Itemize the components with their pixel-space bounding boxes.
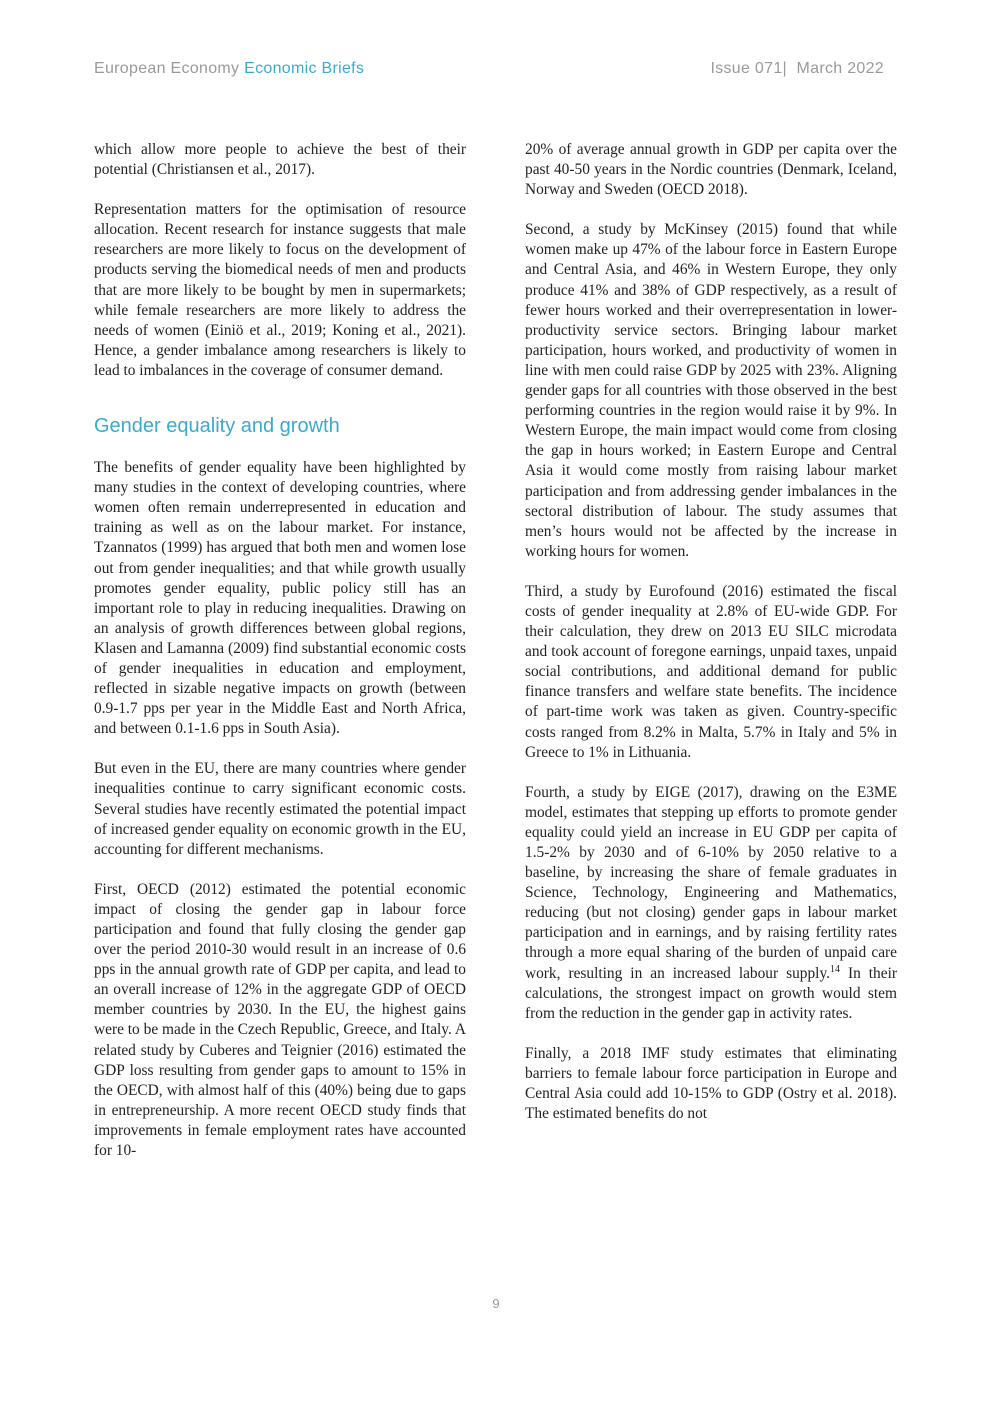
- paragraph: Finally, a 2018 IMF study estimates that eliminating barriers to female labour force participation in Europe and Central Asia could add 10-15% to GDP (Ostry et al. 2018). The estimated benefits do not: [525, 1044, 897, 1123]
- paragraph: Third, a study by Eurofound (2016) estimated the fiscal costs of gender inequality at 2.8% of EU-wide GDP. For their calculation, they drew on 2013 EU SILC microdata and took account of foregone earnings, unpaid taxes, unpaid social contributions, and additional demand for public finance transfers and welfare state benefits. The incidence of part-time work was taken as given. Country-specific costs ranged from 8.2% in Malta, 5.7% in Italy and 5% in Greece to 1% in Lithuania.: [525, 582, 897, 761]
- paragraph-text: Fourth, a study by EIGE (2017), drawing on the E3ME model, estimates that stepping up efforts to promote gender equality could yield an increase in EU GDP per capita of 1.5-2% by 2030 and of 6-10% by 2050 relative to a baseline, by increasing the share of female graduates in Science, Technology, Engineering and Mathematics, reducing (but not closing) gender gaps in labour market participation and in earnings, and by raising fertility rates through a more equal sharing of the burden of unpaid care work, resulting in an increased labour supply.: [525, 783, 897, 982]
- paragraph: The benefits of gender equality have been highlighted by many studies in the context of developing countries, where women often remain underrepresented in education and training as well as on the labour market. For instance, Tzannatos (1999) has argued that both men and women lose out from gender inequalities; and that while growth usually promotes gender equality, public policy still has an important role to play in reducing inequalities. Drawing on an analysis of growth differences between global regions, Klasen and Lamanna (2009) find substantial economic costs of gender inequalities in education and employment, reflected in sizable negative impacts on growth (between 0.9-1.7 pps per year in the Middle East and North Africa, and between 0.1-1.6 pps in South Asia).: [94, 459, 466, 738]
- issue-number: Issue 071: [710, 60, 783, 77]
- paragraph: [525, 783, 897, 1024]
- paragraph: 20% of average annual growth in GDP per capita over the past 40-50 years in the Nordic countries (Denmark, Iceland, Norway and Sweden (OECD 2018).: [525, 141, 897, 199]
- paragraph: First, OECD (2012) estimated the potential economic impact of closing the gender gap in labour force participation and found that fully closing the gender gap over the period 2010-30 would result in an increase of 0.6 pps in the annual growth rate of GDP per capita, and lead to an overall increase of 12% in the aggregate GDP of OECD member countries by 2030. In the EU, the highest gains were to be made in the Czech Republic, Greece, and Italy. A related study by Cuberes and Teignier (2016) estimated the GDP loss resulting from gender gaps to amount to 15% in the OECD, with almost half of this (40%) being due to gaps in entrepreneurship. A more recent OECD study finds that improvements in female employment rates have accounted for 10-: [94, 880, 466, 1160]
- paragraph: But even in the EU, there are many countries where gender inequalities continue to carry significant economic costs. Several studies have recently estimated the potential impact of increased gender equality on economic growth in the EU, accounting for different mechanisms.: [94, 760, 466, 858]
- paragraph: Second, a study by McKinsey (2015) found that while women make up 47% of the labour force in Eastern Europe and Central Asia, and 46% in Western Europe, they only produce 41% and 38% of GDP respectively, as a result of fewer hours worked and their overrepresentation in lower-productivity service sectors. Bringing labour market participation, hours worked, and productivity of women in line with men could raise GDP by 2025 with 23%. Aligning gender gaps for all countries with those observed in the best performing countries in the region would raise it by 9%. In Western Europe, the main impact would come from closing the gap in hours worked; in Eastern Europe and Central Asia it would come mostly from raising labour market participation and from addressing gender imbalances in the sectoral distribution of labour. The study assumes that men’s hours would not be affected by the increase in working hours for women.: [525, 221, 897, 560]
- section-heading: Gender equality and growth: [94, 415, 340, 438]
- right-column: [525, 140, 897, 1144]
- series-name: Economic Briefs: [244, 60, 365, 77]
- paragraph: Representation matters for the optimisation of resource allocation. Recent research for instance suggests that male researchers are more likely to focus on the development of products serving the biomedical needs of men and products that are more likely to be bought by men in supermarkets; while female researchers are more likely to address the needs of women (Einiö et al., 2019; Koning et al., 2021). Hence, a gender imbalance among researchers is likely to lead to imbalances in the coverage of consumer demand.: [94, 201, 466, 379]
- footnote-reference[interactable]: 14: [830, 963, 841, 975]
- left-column: [94, 140, 466, 1181]
- issue-separator: |: [782, 60, 787, 77]
- paragraph: which allow more people to achieve the best of their potential (Christiansen et al., 2017).: [94, 141, 466, 179]
- issue-date: March 2022: [796, 60, 884, 77]
- publisher-name: European Economy: [94, 60, 240, 77]
- page-number: 9: [492, 1296, 500, 1311]
- publication-title: [94, 60, 364, 78]
- running-header: [94, 60, 884, 82]
- issue-info: [710, 60, 884, 78]
- paragraph-text: In their calculations, the strongest impact on growth would stem from the reduction in the gender gap in activity rates.: [525, 964, 897, 1022]
